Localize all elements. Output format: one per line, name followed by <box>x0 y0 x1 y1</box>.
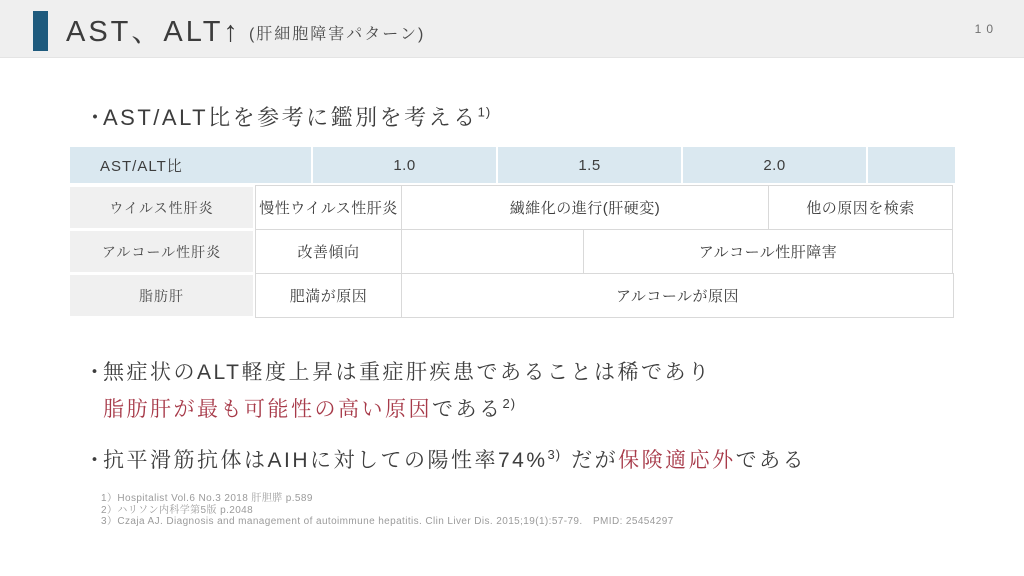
table-cell: 改善傾向 <box>255 229 402 274</box>
row-label: アルコール性肝炎 <box>70 229 255 274</box>
page-subtitle: (肝細胞障害パターン) <box>248 25 426 43</box>
citation-sup-2: 2) <box>502 396 517 411</box>
table-cell-empty <box>401 229 584 274</box>
table-cell: 他の原因を検索 <box>768 185 953 230</box>
table-row-viral-hepatitis <box>70 185 955 230</box>
reference-item-2: 2）ハリソン内科学第5版 p.2048 <box>101 504 254 516</box>
table-header-label: AST/ALT比 <box>100 157 183 175</box>
title-accent-bar <box>33 11 48 51</box>
bullet-3-text: 抗平滑筋抗体はAIHに対しての陽性率74%$^{3)}$ だが保険適応外である <box>103 447 807 472</box>
table-cell: 繊維化の進行(肝硬変) <box>401 185 769 230</box>
title-group <box>66 0 425 58</box>
header-tick-2-0: 2.0 <box>763 156 786 174</box>
bullet-item-1 <box>84 101 491 135</box>
table-row-fatty-liver <box>70 273 955 318</box>
header-tick-1-0: 1.0 <box>393 156 416 174</box>
reference-list <box>101 493 674 528</box>
table-cell: アルコール性肝障害 <box>583 229 953 274</box>
row-label: 脂肪肝 <box>70 273 255 318</box>
table-cell: 慢性ウイルス性肝炎 <box>255 185 402 230</box>
emphasis-red-text: 保険適応外 <box>618 449 736 472</box>
table-cell: アルコールが原因 <box>401 273 954 318</box>
bullet-dot: ・ <box>84 105 109 130</box>
bullet-2-text: 無症状のALT軽度上昇は重症肝疾患であることは稀であり 脂肪肝が最も可能性の高い原因である$^{2)}$ <box>103 361 712 421</box>
citation-sup-3: 3) <box>547 447 562 462</box>
table-header-row <box>70 147 955 183</box>
citation-sup-1: 1) <box>477 104 492 120</box>
bullet-1-text: AST/ALT比を参考に鑑別を考える$^{1)}$ <box>103 104 492 130</box>
emphasis-red-text: 脂肪肝が最も可能性の高い原因 <box>103 398 432 421</box>
table-cell: 肥満が原因 <box>255 273 402 318</box>
bullet-dot: ・ <box>84 449 108 472</box>
ast-alt-ratio-table <box>70 147 955 318</box>
reference-item-3: 3）Czaja AJ. Diagnosis and management of autoimmune hepatitis. Clin Liver Dis. 2015;19(1):57-79. PMID: 25454297 <box>101 516 674 527</box>
bullet-item-3 <box>84 442 806 479</box>
page-number: 10 <box>974 22 998 36</box>
reference-item-1: 1）Hospitalist Vol.6 No.3 2018 肝胆膵 p.589 <box>101 493 313 504</box>
bullet-dot: ・ <box>84 361 108 384</box>
page-title: AST、ALT↑ <box>66 15 241 48</box>
bullet-item-2 <box>84 354 711 428</box>
header-tick-1-5: 1.5 <box>578 156 601 174</box>
slide-header-bar <box>0 0 1024 58</box>
row-label: ウイルス性肝炎 <box>70 185 255 230</box>
table-row-alcoholic-hepatitis <box>70 229 955 274</box>
